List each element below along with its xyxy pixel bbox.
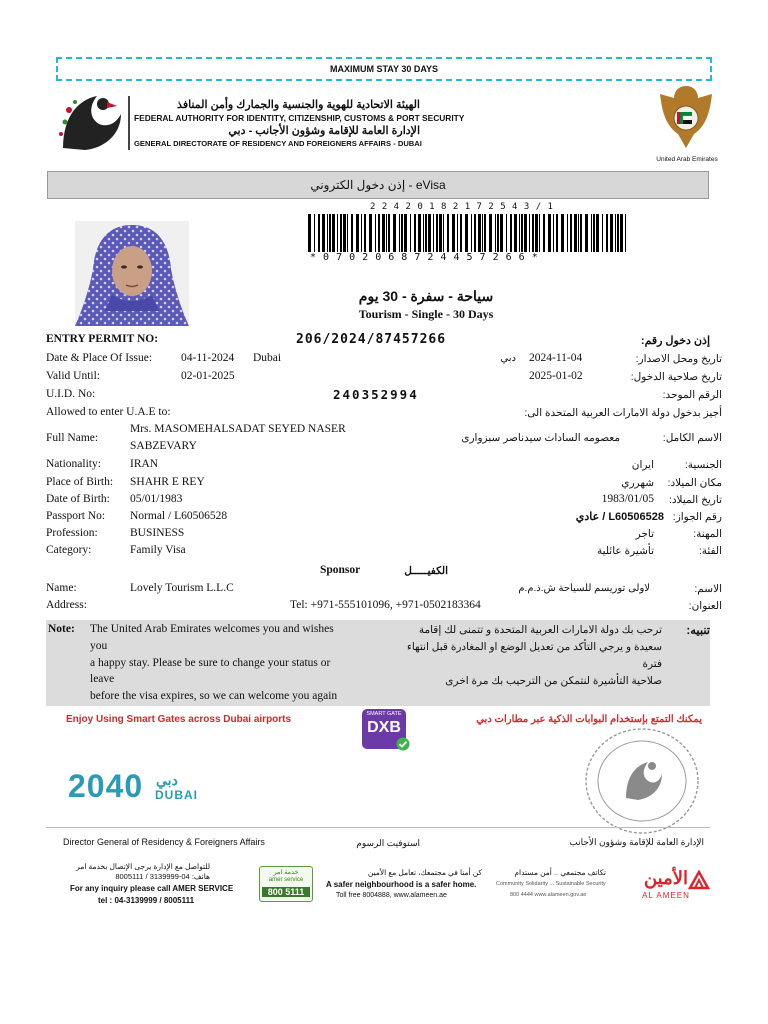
al-ameen-logo-icon bbox=[688, 870, 710, 892]
note-ar-line2: سعيدة و يرجي التأكد من تعديل الوضع او المغادرة قبل انتهاء bbox=[406, 641, 662, 653]
barcode-bar bbox=[596, 214, 599, 252]
barcode-top-number: 2 2 4 2 0 1 8 2 1 7 2 5 4 3 / 1 bbox=[370, 202, 554, 212]
issue-label: Date & Place Of Issue: bbox=[46, 352, 153, 364]
barcode-bar bbox=[414, 214, 416, 252]
barcode-bar bbox=[506, 214, 507, 252]
full-name-line2: SABZEVARY bbox=[130, 440, 197, 452]
issue-label-arabic: تاريخ ومحل الاصدار: bbox=[635, 353, 722, 365]
note-ar-line4: صلاحية التأشيرة لنتمكن من الترحيب بك مرة اخرى bbox=[445, 675, 662, 687]
barcode-bar bbox=[548, 214, 551, 252]
barcode-bar bbox=[369, 214, 372, 252]
smart-gate-badge-main: DXB bbox=[367, 719, 401, 736]
sponsor-heading-arabic: الكفيـــــل bbox=[404, 565, 448, 577]
uae-emblem-icon bbox=[652, 82, 720, 154]
issue-date-arabic-side: 2024-11-04 bbox=[529, 352, 583, 364]
barcode-bar bbox=[497, 214, 499, 252]
issue-place-arabic: دبي bbox=[500, 353, 516, 364]
barcode-bar bbox=[610, 214, 613, 252]
sponsor-name-arabic: لاولى توريسم للسياحة ش.ذ.م.م bbox=[518, 583, 650, 594]
barcode-bar bbox=[625, 214, 626, 252]
barcode-bar bbox=[567, 214, 568, 252]
contact-arabic-line1: للتواصل مع الإدارة يرجى الإتصال بخدمة امر bbox=[76, 862, 210, 871]
profession-label-arabic: المهنة: bbox=[693, 528, 722, 540]
barcode-bar bbox=[620, 214, 623, 252]
official-stamp-icon bbox=[582, 726, 702, 836]
barcode-bar bbox=[574, 214, 577, 252]
barcode-bar bbox=[606, 214, 608, 252]
sponsor-address-label-arabic: العنوان: bbox=[688, 600, 722, 612]
barcode-bar bbox=[399, 214, 400, 252]
community-english: Community Solidarity ... Sustainable Security bbox=[496, 881, 606, 887]
barcode-bar bbox=[539, 214, 540, 252]
barcode-bar bbox=[404, 214, 407, 252]
issue-place: Dubai bbox=[253, 352, 282, 364]
barcode-bar bbox=[364, 214, 366, 252]
barcode-bar bbox=[489, 214, 492, 252]
barcode-bar bbox=[495, 214, 496, 252]
full-name-label-arabic: الاسم الكامل: bbox=[662, 432, 722, 444]
category-label: Category: bbox=[46, 544, 92, 556]
barcode-bar bbox=[314, 214, 315, 252]
barcode-bar bbox=[378, 214, 380, 252]
barcode-bar bbox=[329, 214, 331, 252]
barcode-bar bbox=[452, 214, 455, 252]
valid-until-label: Valid Until: bbox=[46, 370, 100, 382]
date-of-birth-arabic-side: 1983/01/05 bbox=[601, 493, 654, 505]
barcode-bar bbox=[585, 214, 588, 252]
barcode-bar bbox=[553, 214, 554, 252]
barcode-bar bbox=[615, 214, 616, 252]
full-name-label: Full Name: bbox=[46, 432, 99, 444]
contact-english-line1: For any inquiry please call AMER SERVICE bbox=[70, 884, 234, 893]
barcode-bar bbox=[514, 214, 517, 252]
falcon-logo-icon bbox=[55, 88, 127, 156]
barcode-bar bbox=[423, 214, 424, 252]
evisa-title-bar: إذن دخول الكتروني - eVisa bbox=[47, 171, 709, 199]
barcode-bar bbox=[375, 214, 376, 252]
barcode-bar bbox=[570, 214, 572, 252]
note-en-line2: you bbox=[90, 640, 108, 652]
visa-type-english: Tourism - Single - 30 Days bbox=[358, 307, 494, 321]
note-ar-line3: فترة bbox=[642, 658, 662, 670]
contact-arabic-line2: هاتف: 04-3139999 / 8005111 bbox=[115, 872, 210, 881]
barcode-bar bbox=[425, 214, 427, 252]
safer-neighbourhood-english: A safer neighbourhood is a safer home. bbox=[326, 880, 477, 889]
smart-gate-badge-top: SMART GATE bbox=[366, 711, 402, 717]
sponsor-name-label: Name: bbox=[46, 582, 77, 594]
barcode-bar bbox=[418, 214, 421, 252]
passport-value: Normal / L60506528 bbox=[130, 510, 228, 522]
barcode-bar bbox=[439, 214, 442, 252]
note-en-line3: a happy stay. Please be sure to change your status or bbox=[90, 657, 331, 669]
barcode-bar bbox=[386, 214, 387, 252]
entry-permit-label: ENTRY PERMIT NO: bbox=[46, 333, 159, 345]
date-of-birth-label: Date of Birth: bbox=[46, 493, 110, 505]
barcode-bar bbox=[529, 214, 530, 252]
al-ameen-english: AL AMEEN bbox=[642, 891, 690, 900]
barcode-bar bbox=[343, 214, 346, 252]
uae-label: United Arab Emirates bbox=[656, 156, 718, 163]
barcode-bar bbox=[356, 214, 359, 252]
sponsor-name: Lovely Tourism L.L.C bbox=[130, 582, 234, 594]
al-ameen-arabic: الأمين bbox=[643, 868, 688, 888]
dubai-2040-number: 2040 bbox=[68, 768, 144, 804]
date-of-birth-value: 05/01/1983 bbox=[130, 493, 183, 505]
amer-badge-number: 800 5111 bbox=[262, 887, 310, 897]
barcode-bar bbox=[543, 214, 545, 252]
barcode-bar bbox=[337, 214, 338, 252]
note-ar-line1: ترحب بك دولة الامارات العربية المتحدة و تتمنى لك إقامة bbox=[418, 624, 662, 636]
entry-permit-label-arabic: إذن دخول رقم: bbox=[640, 335, 710, 347]
barcode-bar bbox=[361, 214, 362, 252]
nationality-label-arabic: الجنسية: bbox=[684, 459, 722, 471]
barcode-bar bbox=[347, 214, 348, 252]
barcode-bar bbox=[602, 214, 603, 252]
barcode-bottom-number: * 0 7 0 2 0 6 8 7 2 4 4 5 7 2 6 6 * bbox=[310, 252, 539, 263]
valid-until-date-arabic-side: 2025-01-02 bbox=[529, 370, 583, 382]
allowed-label: Allowed to enter U.A.E to: bbox=[46, 406, 171, 418]
passport-label: Passport No: bbox=[46, 510, 106, 522]
contact-english-line2: tel : 04-3139999 / 8005111 bbox=[98, 896, 195, 905]
uid-number: 240352994 bbox=[333, 387, 419, 402]
valid-until-label-arabic: تاريخ صلاحية الدخول: bbox=[630, 371, 722, 383]
date-of-birth-label-arabic: تاريخ الميلاد: bbox=[668, 494, 722, 506]
barcode-bar bbox=[521, 214, 523, 252]
applicant-photo bbox=[75, 221, 189, 326]
barcode-bar bbox=[433, 214, 434, 252]
profession-label: Profession: bbox=[46, 527, 98, 539]
nationality-value: IRAN bbox=[130, 458, 159, 470]
barcode-bar bbox=[410, 214, 411, 252]
dubai-2040-arabic: دبي bbox=[156, 772, 178, 788]
visa-type-arabic: سياحة - سفرة - 30 يوم bbox=[358, 288, 494, 304]
barcode-bar bbox=[382, 214, 385, 252]
barcode-bar bbox=[474, 214, 476, 252]
sponsor-heading: Sponsor bbox=[320, 564, 361, 576]
check-icon bbox=[396, 737, 410, 751]
community-arabic: تكاتف مجتمعي .. أمن مستدام bbox=[514, 868, 606, 877]
category-value: Family Visa bbox=[130, 544, 186, 556]
barcode-bar bbox=[482, 214, 483, 252]
note-en-line4: leave bbox=[90, 673, 115, 685]
barcode-bar bbox=[484, 214, 486, 252]
barcode-bar bbox=[500, 214, 503, 252]
max-stay-banner: MAXIMUM STAY 30 DAYS bbox=[56, 57, 712, 81]
directorate-arabic: الإدارة العامة للإقامة وشؤون الأجانب - دبي bbox=[228, 125, 420, 137]
smart-gates-english: Enjoy Using Smart Gates across Dubai airports bbox=[66, 714, 292, 725]
barcode-bar bbox=[532, 214, 534, 252]
barcode-bar bbox=[556, 214, 558, 252]
directorate-english: GENERAL DIRECTORATE OF RESIDENCY AND FOREIGNERS AFFAIRS - DUBAI bbox=[134, 139, 422, 148]
barcode-bar bbox=[535, 214, 538, 252]
sponsor-tel: Tel: +971-555101096, +971-0502183364 bbox=[290, 599, 481, 611]
barcode-bar bbox=[393, 214, 396, 252]
barcode-icon bbox=[306, 214, 630, 252]
barcode-bar bbox=[524, 214, 527, 252]
barcode-bar bbox=[460, 214, 462, 252]
place-of-birth-arabic: شهرري bbox=[621, 477, 654, 489]
note-label: Note: bbox=[48, 623, 75, 635]
nationality-arabic: ايران bbox=[631, 459, 654, 471]
safer-toll-free: Toll free 8004888, www.alameen.ae bbox=[336, 892, 447, 899]
amer-badge-arabic: خدمة امر bbox=[273, 869, 299, 876]
full-name-arabic: معصومه السادات سيدناصر سبزوارى bbox=[461, 432, 620, 444]
place-of-birth-label: Place of Birth: bbox=[46, 476, 114, 488]
dubai-2040-english: DUBAI bbox=[155, 788, 198, 802]
barcode-bar bbox=[340, 214, 342, 252]
barcode-bar bbox=[519, 214, 520, 252]
issue-date: 04-11-2024 bbox=[181, 352, 235, 364]
entry-permit-number: 206/2024/87457266 bbox=[296, 332, 447, 347]
barcode-bar bbox=[318, 214, 320, 252]
note-en-line5: before the visa expires, so we can welcome you again bbox=[90, 690, 338, 702]
barcode-bar bbox=[447, 214, 449, 252]
barcode-bar bbox=[443, 214, 444, 252]
passport-arabic: L60506528 / عادي bbox=[575, 511, 664, 523]
barcode-bar bbox=[465, 214, 468, 252]
valid-until-date: 02-01-2025 bbox=[181, 370, 235, 382]
uid-label: U.I.D. No: bbox=[46, 388, 96, 400]
sponsor-name-label-arabic: الاسم: bbox=[694, 583, 722, 595]
barcode-bar bbox=[457, 214, 458, 252]
barcode-bar bbox=[478, 214, 481, 252]
barcode-bar bbox=[436, 214, 438, 252]
barcode-bar bbox=[322, 214, 325, 252]
barcode-bar bbox=[308, 214, 311, 252]
barcode-bar bbox=[510, 214, 512, 252]
note-label-arabic: تنبيه: bbox=[686, 625, 710, 637]
header-divider bbox=[128, 96, 130, 150]
barcode-bar bbox=[351, 214, 353, 252]
director-general-arabic: الإدارة العامة للإقامة وشؤون الأجانب bbox=[569, 837, 704, 847]
director-general-english: Director General of Residency & Foreigners Affairs bbox=[63, 837, 265, 847]
barcode-bar bbox=[591, 214, 592, 252]
footer-divider bbox=[46, 827, 710, 828]
barcode-bar bbox=[561, 214, 564, 252]
allowed-label-arabic: أجيز بدخول دولة الامارات العربية المتحدة الى: bbox=[524, 407, 722, 419]
barcode-bar bbox=[388, 214, 390, 252]
barcode-bar bbox=[580, 214, 582, 252]
profession-value: BUSINESS bbox=[130, 527, 185, 539]
full-name-line1: Mrs. MASOMEHALSADAT SEYED NASER bbox=[130, 423, 346, 435]
passport-label-arabic: رقم الجواز: bbox=[672, 511, 722, 523]
barcode-bar bbox=[471, 214, 472, 252]
fees-paid-arabic: استوفيت الرسوم bbox=[356, 838, 420, 848]
authority-arabic: الهيئة الاتحادية للهوية والجنسية والجمارك وأمن المنافذ bbox=[177, 99, 420, 111]
barcode-bar bbox=[428, 214, 431, 252]
place-of-birth-value: SHAHR E REY bbox=[130, 476, 205, 488]
note-en-line1: The United Arab Emirates welcomes you and wishes bbox=[90, 623, 334, 635]
category-arabic: تأشيرة عائلية bbox=[597, 545, 654, 557]
barcode-bar bbox=[332, 214, 335, 252]
barcode-bar bbox=[617, 214, 619, 252]
authority-english: FEDERAL AUTHORITY FOR IDENTITY, CITIZENSHIP, CUSTOMS & PORT SECURITY bbox=[134, 113, 465, 123]
place-of-birth-label-arabic: مكان الميلاد: bbox=[667, 477, 722, 489]
barcode-bar bbox=[578, 214, 579, 252]
category-label-arabic: الفئة: bbox=[698, 545, 722, 557]
uid-label-arabic: الرقم الموحد: bbox=[662, 389, 722, 401]
smart-gates-arabic: يمكنك التمتع بإستخدام البوابات الذكية عبر مطارات دبي bbox=[476, 714, 702, 725]
barcode-bar bbox=[593, 214, 595, 252]
barcode-bar bbox=[401, 214, 403, 252]
nationality-label: Nationality: bbox=[46, 458, 101, 470]
profession-arabic: تاجر bbox=[635, 528, 654, 540]
sponsor-address-label: Address: bbox=[46, 599, 87, 611]
safer-neighbourhood-arabic: كن أمنا في مجتمعك، تعامل مع الأمين bbox=[367, 868, 482, 877]
community-contacts: 800 4444 www.alameen.gov.ae bbox=[510, 892, 587, 898]
barcode-bar bbox=[327, 214, 328, 252]
amer-badge-english: amer service bbox=[268, 877, 304, 883]
